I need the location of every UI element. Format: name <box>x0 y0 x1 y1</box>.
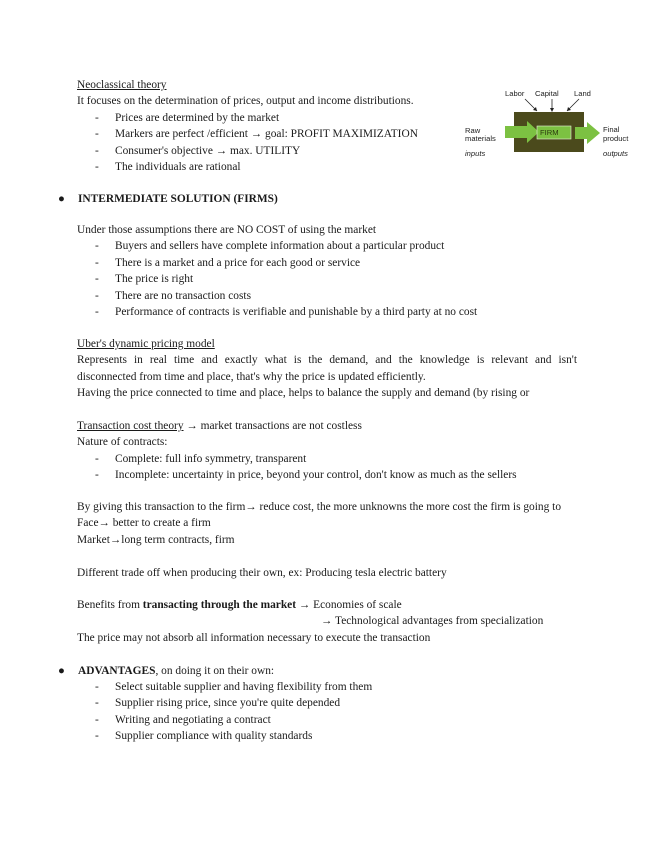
firmcost-line-3: Market→long term contracts, firm <box>77 533 235 546</box>
inputs-label: inputs <box>465 149 486 158</box>
benefits-line-1 <box>77 597 577 613</box>
bullet-icon: ● <box>58 665 65 677</box>
list-item: - Performance of contracts is verifiable and punishable by a third party at no cost <box>77 304 577 320</box>
list-item: - Supplier rising price, since you're quite depended <box>77 695 577 711</box>
benefits-line-2: → Technological advantages from specialization <box>321 615 544 628</box>
benefits-section <box>77 597 577 646</box>
tct-heading: Transaction cost theory <box>77 420 184 432</box>
section-heading-advantages <box>58 663 274 679</box>
benefits-bold: transacting through the market <box>142 599 297 611</box>
list-item: - Incomplete: uncertainty in price, beyond your control, don't know as much as the sellers <box>77 467 577 483</box>
labor-label: Labor <box>505 89 525 98</box>
advantages-title: ADVANTAGES <box>78 665 156 677</box>
tct-section <box>77 418 577 484</box>
neoclassical-intro: It focuses on the determination of prices, output and income distributions. <box>77 95 414 108</box>
list-item: - Consumer's objective → max. UTILITY <box>77 143 577 159</box>
benefits-rest: → Economies of scale <box>296 599 402 611</box>
uber-line-3: Having the price connected to time and place, helps to balance the supply and demand (by rising or <box>77 387 530 400</box>
benefits-line-3: The price may not absorb all information necessary to execute the transaction <box>77 631 431 644</box>
benefits-prefix: Benefits from <box>77 599 143 611</box>
tradeoff-line: Different trade off when producing their own, ex: Producing tesla electric battery <box>77 567 447 579</box>
nocost-section <box>77 222 577 320</box>
firmcost-section <box>77 499 577 548</box>
list-item: - The price is right <box>77 271 577 287</box>
tct-heading-line <box>77 418 577 434</box>
list-item: - Writing and negotiating a contract <box>77 712 577 728</box>
product-label: product <box>603 134 629 143</box>
advantages-title-rest: , on doing it on their own: <box>155 665 275 677</box>
materials-label: materials <box>465 134 496 143</box>
section-heading-intermediate <box>58 191 278 207</box>
section-title: INTERMEDIATE SOLUTION (FIRMS) <box>78 193 278 205</box>
firmcost-line-2: Face→ better to create a firm <box>77 517 211 530</box>
list-item: - Select suitable supplier and having flexibility from them <box>77 679 577 695</box>
list-item: - There are no transaction costs <box>77 288 577 304</box>
bullet-icon: ● <box>58 193 65 205</box>
land-label: Land <box>574 89 591 98</box>
uber-line-2: disconnected from time and place, that's why the price is updated efficiently. <box>77 370 426 383</box>
outputs-label: outputs <box>603 149 628 158</box>
list-item: - The individuals are rational <box>77 159 577 175</box>
uber-heading: Uber's dynamic pricing model <box>77 338 215 350</box>
list-item: - Buyers and sellers have complete information about a particular product <box>77 238 577 254</box>
firm-label: FIRM <box>540 128 559 137</box>
list-item: - Prices are determined by the market <box>77 110 577 126</box>
list-item: - Complete: full info symmetry, transparent <box>77 451 577 467</box>
list-item: - Supplier compliance with quality standards <box>77 728 577 744</box>
list-item: - Markers are perfect /efficient → goal: PROFIT MAXIMIZATION <box>77 126 577 142</box>
tct-heading-rest: → market transactions are not costless <box>183 420 362 432</box>
tct-nature: Nature of contracts: <box>77 436 168 449</box>
nocost-list <box>77 238 577 320</box>
list-item: - There is a market and a price for each good or service <box>77 255 577 271</box>
uber-section <box>77 336 577 402</box>
uber-line-1: Represents in real time and exactly what is the demand, and the knowledge is relevant and isn't <box>77 354 577 367</box>
firmcost-line-1: By giving this transaction to the firm→ reduce cost, the more unknowns the more cost the firm is going to <box>77 501 562 513</box>
firm-diagram <box>463 86 643 164</box>
final-label: Final <box>603 125 620 134</box>
tct-list <box>77 451 577 484</box>
neoclassical-heading: Neoclassical theory <box>77 79 167 91</box>
advantages-section <box>77 679 577 745</box>
raw-label: Raw <box>465 126 481 135</box>
tradeoff-section <box>77 565 577 581</box>
advantages-list <box>77 679 577 745</box>
nocost-intro: Under those assumptions there are NO COST of using the market <box>77 224 377 236</box>
capital-label: Capital <box>535 89 559 98</box>
